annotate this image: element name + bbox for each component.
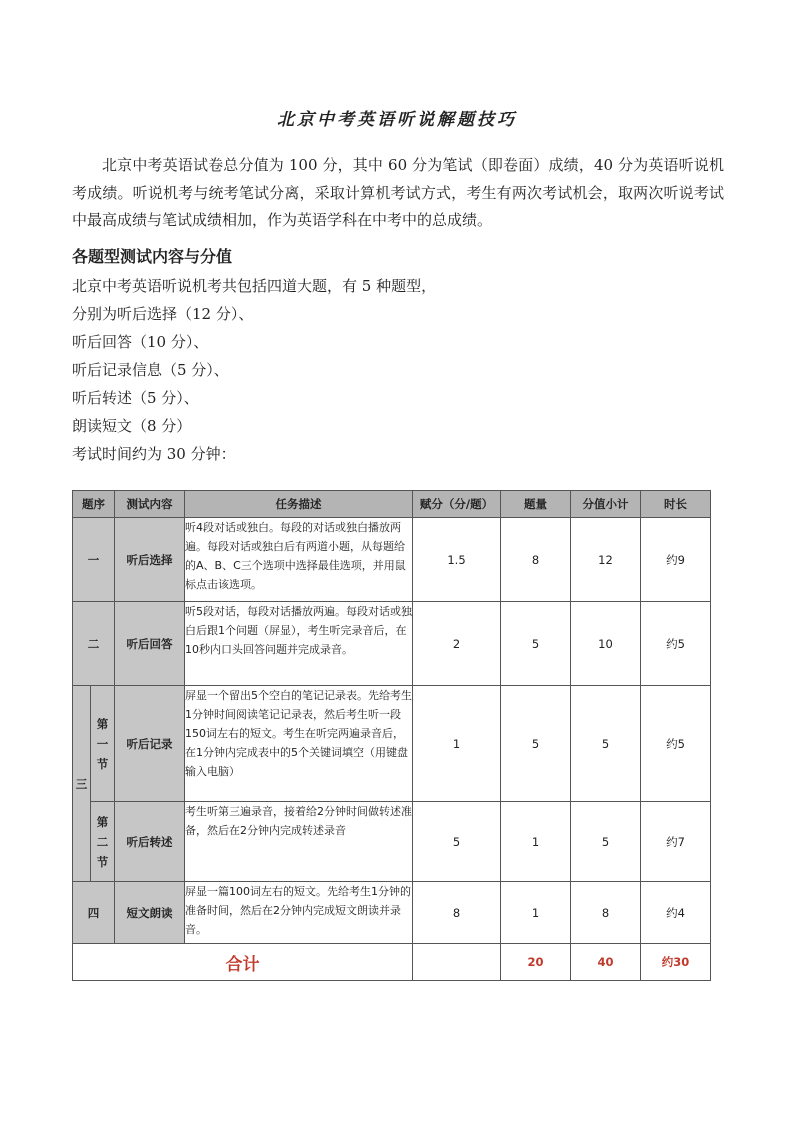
- table-row: [73, 602, 711, 686]
- table-header-row: [73, 491, 711, 518]
- row-count: 1: [501, 802, 571, 882]
- row-subsection: [91, 686, 115, 802]
- header-count: 题量: [501, 491, 571, 518]
- table-row: [73, 802, 711, 882]
- row-content: 听后转述: [115, 802, 185, 882]
- total-row: [73, 944, 711, 981]
- info-line: 考试时间约为 30 分钟：: [72, 445, 236, 463]
- row-desc: 屏显一篇100词左右的短文。先给考生1分钟的准备时间，然后在2分钟内完成短文朗读并录音。: [185, 882, 413, 944]
- row-count: 5: [501, 602, 571, 686]
- row-count: 1: [501, 882, 571, 944]
- row-desc: 听4段对话或独白。每段的对话或独白播放两遍。每段对话或独白后有两道小题，从每题给的A、B、C三个选项中选择最佳选项，并用鼠标点击该选项。: [185, 518, 413, 602]
- info-line: 分别为听后选择（12 分）、: [72, 305, 254, 323]
- row-subtotal: 10: [571, 602, 641, 686]
- row-content: 听后回答: [115, 602, 185, 686]
- total-subtotal: 40: [571, 944, 641, 981]
- row-time: 约5: [641, 686, 711, 802]
- score-table: [72, 490, 711, 981]
- header-score: 赋分（分/题）: [413, 491, 501, 518]
- subsection-char: 二: [96, 834, 109, 849]
- info-line: 听后记录信息（5 分）、: [72, 361, 229, 379]
- table-row: [73, 518, 711, 602]
- table-row: [73, 882, 711, 944]
- header-desc: 任务描述: [185, 491, 413, 518]
- row-order: 二: [73, 602, 115, 686]
- row-order: 一: [73, 518, 115, 602]
- row-desc: 考生听第三遍录音，接着给2分钟时间做转述准备，然后在2分钟内完成转述录音: [185, 802, 413, 882]
- row-time: 约4: [641, 882, 711, 944]
- subsection-char: 节: [96, 756, 109, 771]
- row-subtotal: 5: [571, 686, 641, 802]
- row-score: 1.5: [413, 518, 501, 602]
- info-line: 朗读短文（8 分）: [72, 417, 192, 435]
- row-subtotal: 8: [571, 882, 641, 944]
- header-order: 题序: [73, 491, 115, 518]
- subsection-char: 节: [96, 854, 109, 869]
- info-line: 北京中考英语听说机考共包括四道大题，有 5 种题型，: [72, 277, 437, 295]
- subsection-char: 第: [96, 814, 109, 829]
- row-count: 8: [501, 518, 571, 602]
- intro-paragraph: 北京中考英语试卷总分值为 100 分，其中 60 分为笔试（即卷面）成绩，40 分为英语听说机考成绩。听说机考与统考笔试分离，采取计算机考试方式，考生有两次考试机会，取两次听说考试中最高成绩与笔试成绩相加，作为英语学科在中考中的总成绩。: [72, 156, 724, 229]
- row-count: 5: [501, 686, 571, 802]
- total-count: 20: [501, 944, 571, 981]
- row-subtotal: 5: [571, 802, 641, 882]
- total-label: 合计: [73, 944, 413, 981]
- subsection-char: 第: [96, 716, 109, 731]
- header-content: 测试内容: [115, 491, 185, 518]
- section-heading: 各题型测试内容与分值: [72, 247, 233, 266]
- row-score: 5: [413, 802, 501, 882]
- row-order: 四: [73, 882, 115, 944]
- row-subtotal: 12: [571, 518, 641, 602]
- header-time: 时长: [641, 491, 711, 518]
- row-score: 1: [413, 686, 501, 802]
- row-content: 听后记录: [115, 686, 185, 802]
- row-time: 约7: [641, 802, 711, 882]
- info-line: 听后回答（10 分）、: [72, 333, 209, 351]
- row-time: 约5: [641, 602, 711, 686]
- row-score: 2: [413, 602, 501, 686]
- row-desc: 听5段对话，每段对话播放两遍。每段对话或独白后跟1个问题（屏显），考生听完录音后，在10秒内口头回答问题并完成录音。: [185, 602, 413, 686]
- row-order: 三: [73, 686, 91, 882]
- page-title: 北京中考英语听说解题技巧: [277, 110, 517, 130]
- subsection-char: 一: [96, 736, 109, 751]
- row-time: 约9: [641, 518, 711, 602]
- row-content: 听后选择: [115, 518, 185, 602]
- row-score: 8: [413, 882, 501, 944]
- row-desc: 屏显一个留出5个空白的笔记记录表。先给考生1分钟时间阅读笔记记录表，然后考生听一段150词左右的短文。考生在听完两遍录音后，在1分钟内完成表中的5个关键词填空（用键盘输入电脑）: [185, 686, 413, 802]
- row-subsection: [91, 802, 115, 882]
- info-line: 听后转述（5 分）、: [72, 389, 199, 407]
- header-subtotal: 分值小计: [571, 491, 641, 518]
- table-row: [73, 686, 711, 802]
- exam-info-lines: [72, 272, 722, 468]
- row-content: 短文朗读: [115, 882, 185, 944]
- total-score-empty: [413, 944, 501, 981]
- total-time: 约30: [641, 944, 711, 981]
